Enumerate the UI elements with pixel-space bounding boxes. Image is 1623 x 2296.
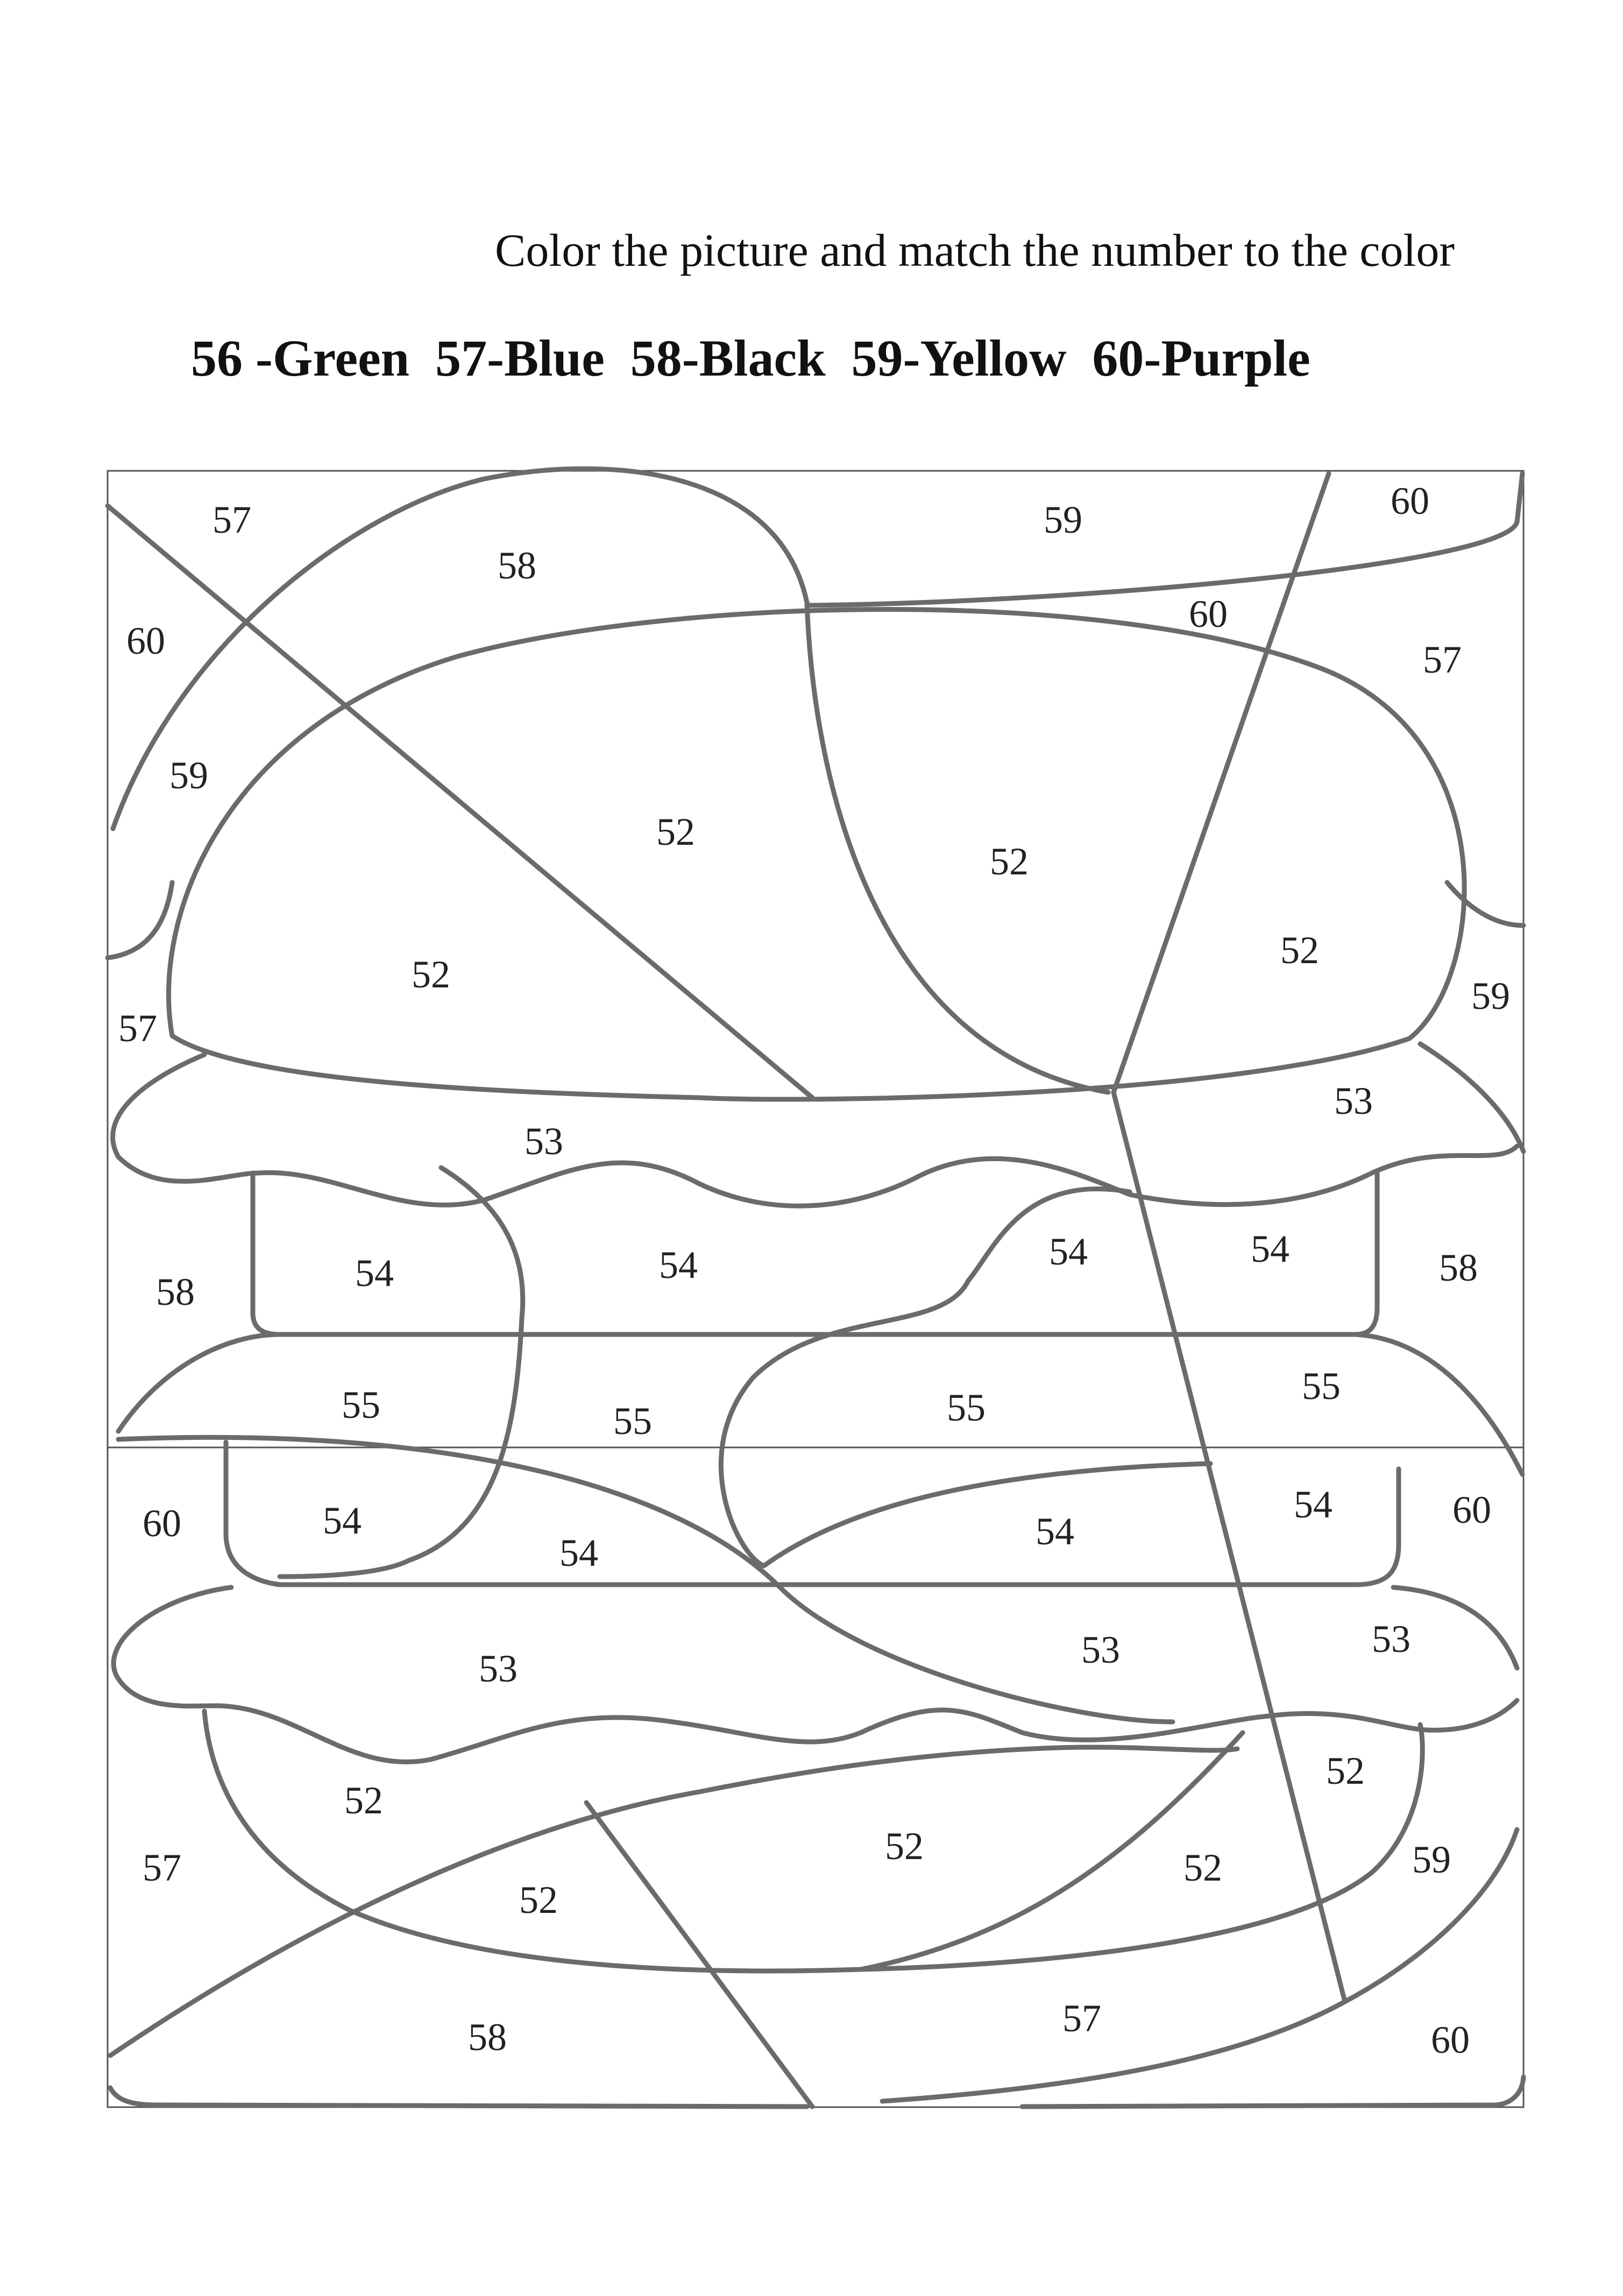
legend-item-black: 58-Black — [630, 329, 826, 387]
region-number: 54 — [659, 1244, 698, 1287]
region-number: 53 — [1372, 1617, 1411, 1661]
region-number: 58 — [1439, 1246, 1478, 1289]
region-number: 60 — [126, 619, 165, 662]
region-number: 53 — [525, 1120, 563, 1163]
region-number: 58 — [468, 2016, 507, 2059]
region-number: 54 — [323, 1499, 362, 1542]
region-number: 59 — [1412, 1838, 1451, 1881]
region-number: 54 — [355, 1252, 394, 1295]
region-number: 52 — [519, 1878, 558, 1921]
region-number: 54 — [1036, 1510, 1074, 1553]
region-number: 59 — [1044, 498, 1082, 541]
region-number: 52 — [1326, 1749, 1365, 1792]
legend-item-purple: 60-Purple — [1092, 329, 1310, 387]
outline-lines — [108, 469, 1523, 2107]
region-number: 55 — [342, 1383, 380, 1426]
region-number: 57 — [118, 1007, 157, 1050]
region-number: 53 — [1334, 1079, 1373, 1122]
region-number: 53 — [479, 1647, 518, 1690]
region-number: 52 — [1183, 1846, 1222, 1889]
legend-item-yellow: 59-Yellow — [851, 329, 1067, 387]
region-number: 57 — [143, 1846, 181, 1889]
region-number: 55 — [947, 1386, 986, 1429]
region-number: 58 — [156, 1270, 195, 1313]
region-number: 55 — [613, 1400, 652, 1443]
region-number: 60 — [1431, 2018, 1470, 2061]
region-number: 57 — [1423, 638, 1462, 681]
region-number: 59 — [1471, 974, 1510, 1018]
region-number: 52 — [1280, 929, 1319, 972]
region-number: 54 — [1049, 1230, 1088, 1273]
legend-item-blue: 57-Blue — [435, 329, 605, 387]
region-number: 52 — [885, 1825, 924, 1868]
region-number: 54 — [1251, 1227, 1289, 1270]
region-number: 55 — [1302, 1365, 1341, 1408]
region-number: 52 — [990, 840, 1029, 883]
instruction-text: Color the picture and match the number to the color — [495, 224, 1455, 276]
legend-item-green: 56 -Green — [191, 329, 410, 387]
region-number: 53 — [1081, 1628, 1120, 1671]
region-number: 52 — [656, 810, 695, 853]
region-number: 58 — [498, 544, 536, 587]
region-number: 52 — [344, 1779, 383, 1822]
region-number: 54 — [1294, 1483, 1333, 1526]
region-number: 57 — [212, 498, 251, 541]
region-number: 54 — [559, 1531, 598, 1574]
region-number: 59 — [169, 754, 208, 797]
region-number: 57 — [1062, 1997, 1101, 2040]
region-number: 60 — [1452, 1488, 1491, 1531]
region-number: 60 — [143, 1502, 181, 1545]
region-number: 52 — [412, 953, 450, 996]
region-number: 60 — [1189, 592, 1228, 635]
region-number: 60 — [1391, 479, 1429, 522]
